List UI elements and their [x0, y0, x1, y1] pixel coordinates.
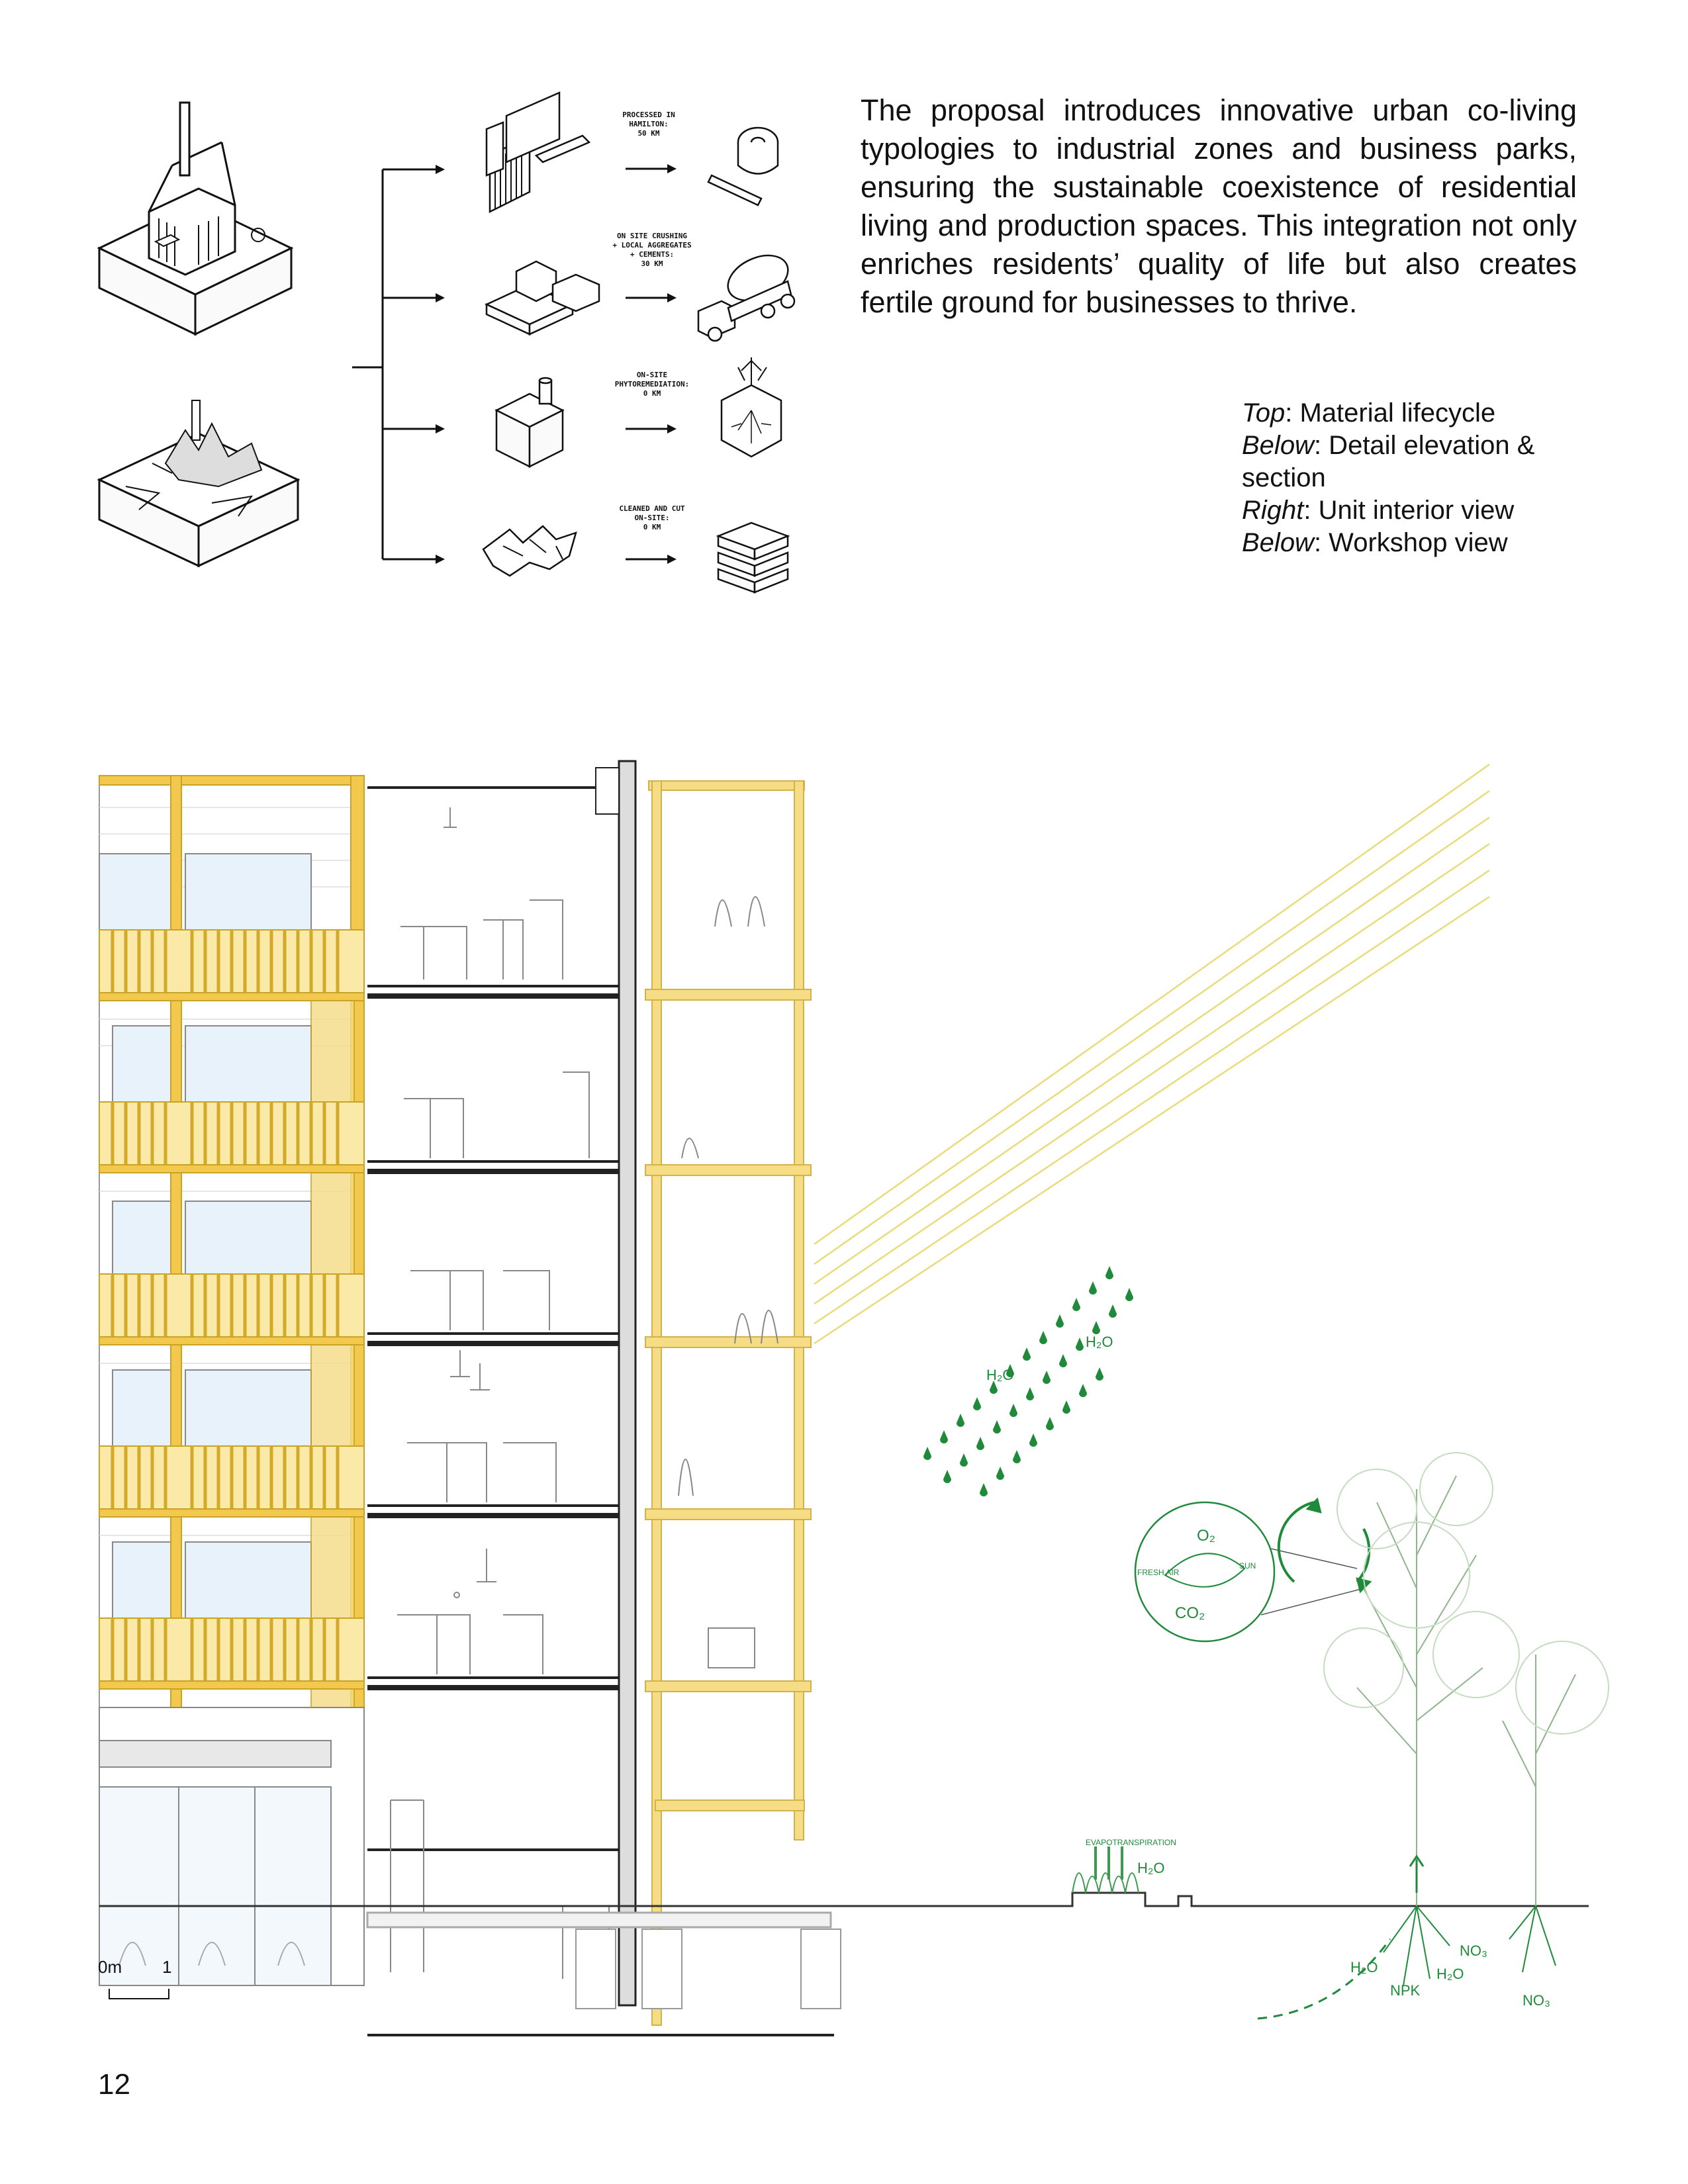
- label-line: PHYTOREMEDIATION:: [614, 380, 690, 388]
- caption-text: : Material lifecycle: [1285, 398, 1496, 428]
- lifecycle-step-4-label: [599, 504, 705, 532]
- label-line: CLEANED AND CUT: [619, 504, 685, 513]
- timber-balcony-frame: [645, 781, 811, 2025]
- trees: [1324, 1453, 1609, 1906]
- rain-h2o-label-1: H₂O: [1086, 1334, 1113, 1350]
- label-line: 50 KM: [637, 129, 660, 138]
- stacked-timber-icon: [718, 523, 788, 592]
- caption-label: Top: [1242, 398, 1286, 428]
- rubble-pile-icon: [483, 526, 576, 576]
- lifecycle-step-2-label: [596, 232, 708, 269]
- caption-label: Right: [1242, 496, 1304, 525]
- planter-h2o-label: H₂O: [1137, 1860, 1165, 1876]
- section-slab-thickness: [367, 996, 619, 1688]
- scale-bar: [109, 1989, 169, 1999]
- caption-label: Below: [1242, 528, 1314, 557]
- soil-cube-icon: [496, 378, 563, 467]
- interior-furniture: [391, 807, 609, 1979]
- label-line: HAMILTON:: [629, 120, 669, 128]
- section-wall: [619, 761, 635, 2005]
- concrete-mixer-truck-icon: [698, 247, 795, 341]
- scale-end-label: 1: [162, 1957, 172, 1977]
- balcony-people-figures: [679, 897, 778, 1668]
- building-elevation: [99, 776, 364, 1985]
- demolition-site-isometric-icon: [99, 400, 298, 566]
- caption-label: Below: [1242, 431, 1314, 460]
- no3-label-2: NO₃: [1523, 1992, 1550, 2009]
- ground-floor-storefront: [99, 1707, 364, 1985]
- label-line: + CEMENTS:: [630, 250, 675, 259]
- scale-start-label: 0m: [98, 1957, 122, 1977]
- page-number: 12: [98, 2068, 130, 2101]
- planter-bed: [1072, 1846, 1139, 1893]
- caption-below-workshop: [1242, 527, 1586, 559]
- no3-label-1: NO₃: [1460, 1942, 1487, 1959]
- caption-text: : Detail elevation & section: [1242, 431, 1535, 492]
- label-line: + LOCAL AGGREGATES: [612, 241, 692, 250]
- foundations: [576, 1929, 841, 2009]
- caption-text: : Unit interior view: [1303, 496, 1515, 525]
- caption-right: [1242, 494, 1586, 527]
- lifecycle-branch-lines: [352, 169, 437, 559]
- label-line: 0 KM: [643, 389, 661, 398]
- rain-drops: [923, 1266, 1133, 1496]
- caption-top: [1242, 397, 1586, 430]
- caption-below-elevation: [1242, 430, 1586, 494]
- intro-paragraph: The proposal introduces innovative urban co-living typologies to industrial zones and business parks, ensuring the sustainable coexistence of residential living and production spaces. This integration not only enriches residents’ quality of life but also creates fertile ground for businesses to thrive.: [861, 93, 1577, 319]
- sun-label: SUN: [1239, 1561, 1256, 1570]
- label-line: ON-SITE: [636, 371, 668, 379]
- label-line: PROCESSED IN: [622, 111, 675, 119]
- material-lifecycle-diagram: [0, 0, 821, 635]
- steel-coil-icon: [708, 128, 778, 205]
- section-floor-slabs: [367, 788, 834, 2035]
- o2-label: O₂: [1197, 1527, 1215, 1545]
- root-h2o-label-1: H₂O: [1350, 1959, 1378, 1976]
- concrete-blocks-icon: [487, 261, 599, 334]
- evapotranspiration-label: EVAPOTRANSPIRATION: [1086, 1838, 1176, 1847]
- lifecycle-step-1-label: [596, 111, 702, 138]
- elevation-section-drawing: [0, 728, 1688, 2052]
- label-line: 0 KM: [643, 523, 661, 531]
- label-line: ON-SITE:: [634, 514, 670, 522]
- caption-text: : Workshop view: [1313, 528, 1508, 557]
- rain-h2o-label-2: H₂O: [986, 1367, 1014, 1383]
- label-line: 30 KM: [641, 259, 663, 268]
- building-section: [367, 761, 834, 2035]
- fresh-air-label: FRESH AIR: [1137, 1568, 1180, 1577]
- sun-rays: [814, 764, 1489, 1343]
- branch-arrowheads: [436, 165, 445, 564]
- npk-label: NPK: [1390, 1982, 1421, 1999]
- label-line: ON SITE CRUSHING: [617, 232, 687, 240]
- phytoremediation-plant-cube-icon: [722, 357, 781, 457]
- co2-label: CO₂: [1175, 1604, 1205, 1622]
- factory-isometric-icon: [99, 103, 291, 334]
- steel-sections-icon: [487, 93, 589, 212]
- step-arrows: [626, 169, 669, 559]
- figure-captions: [1242, 397, 1586, 559]
- root-h2o-label-2: H₂O: [1436, 1966, 1464, 1982]
- lifecycle-step-3-label: [599, 371, 705, 398]
